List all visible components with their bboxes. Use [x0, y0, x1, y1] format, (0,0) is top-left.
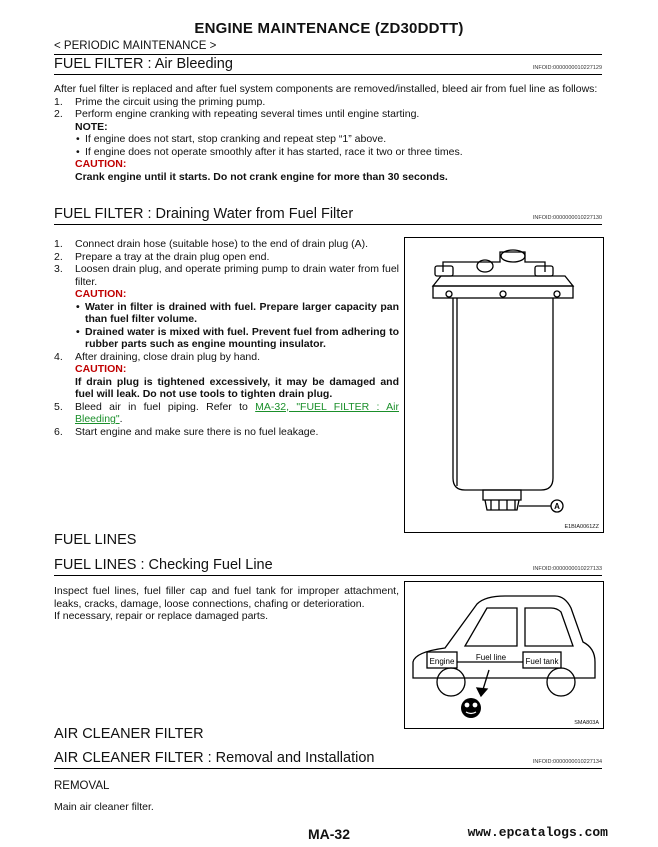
step-text-end: .: [119, 413, 123, 425]
note-label: NOTE:: [75, 120, 108, 133]
step-text: Prepare a tray at the drain plug open end.: [75, 250, 270, 263]
caution-item: • Drained water is mixed with fuel. Prevent fuel from adhering to rubber parts such as engine mounting insulator.: [76, 325, 399, 350]
section-title-air-bleeding: FUEL FILTER : Air Bleeding: [54, 56, 233, 72]
step-number: 5.: [54, 400, 63, 413]
fig-label-fuel-tank: Fuel tank: [525, 657, 559, 666]
fuel-filter-figure: [404, 237, 604, 533]
fig-label-engine: Engine: [429, 657, 455, 666]
figure-code: SMA803A: [574, 720, 599, 726]
intro-text: After fuel filter is replaced and after fuel system components are removed/installed, bleed air from fuel line as follows:: [54, 83, 598, 95]
step-text: After draining, close drain plug by hand.: [75, 350, 261, 363]
page-number: MA-32: [307, 826, 350, 842]
caution-text: Crank engine until it starts. Do not crank engine for more than 30 seconds.: [75, 170, 448, 183]
fuel-line-text-2: If necessary, repair or replace damaged parts.: [54, 610, 268, 622]
step-number: 1.: [54, 95, 63, 108]
step-item: [54, 426, 399, 439]
air-bleeding-link[interactable]: MA-32, "FUEL FILTER : Air Bleeding": [75, 400, 399, 425]
info-id: INFOID:0000000010227130: [532, 215, 602, 221]
car-drawing: [405, 582, 603, 728]
section-rule: [54, 224, 602, 225]
step-number: 2.: [54, 108, 63, 120]
step-text: Prime the circuit using the priming pump.: [75, 95, 266, 108]
note-item: • If engine does not start, stop cranking and repeat step “1” above.: [76, 133, 387, 145]
info-id: INFOID:0000000010227129: [532, 65, 602, 71]
fig-label-fuel-line: Fuel line: [475, 653, 507, 662]
note-item: • If engine does not operate smoothly after it has started, race it two or three times.: [76, 145, 463, 158]
figure-code: E1BIA0061ZZ: [564, 524, 599, 530]
step-number: 1.: [54, 238, 63, 250]
step-text: Loosen drain plug, and operate priming pump to drain water from fuel filter.: [75, 263, 399, 288]
section-title-air-cleaner: AIR CLEANER FILTER: [54, 726, 204, 742]
header-rule: [54, 54, 602, 55]
section-title-removal-installation: AIR CLEANER FILTER : Removal and Installation: [54, 750, 375, 766]
step-text: Bleed air in fuel piping. Refer to: [75, 400, 256, 413]
info-id: INFOID:0000000010227134: [532, 759, 602, 765]
section-title-fuel-lines: FUEL LINES: [54, 532, 137, 548]
section-title-checking-fuel-line: FUEL LINES : Checking Fuel Line: [54, 557, 273, 573]
section-rule: [54, 768, 602, 769]
removal-heading: REMOVAL: [54, 780, 110, 792]
watermark: www.epcatalogs.com: [467, 825, 608, 840]
caution-text: Water in filter is drained with fuel. Prepare larger capacity pan than fuel filter volume.: [85, 300, 399, 325]
step-number: 2.: [54, 250, 63, 263]
fuel-line-figure: [404, 581, 604, 729]
caution-text: If drain plug is tightened excessively, it may be damaged and fuel will leak. Do not use tools to tighten drain plug.: [75, 375, 399, 400]
fuel-filter-drawing: [405, 238, 603, 532]
fuel-line-text: Inspect fuel lines, fuel filler cap and fuel tank for improper attachment, leaks, cracks, damage, loose connections, chafing or deterioration.: [54, 585, 399, 610]
caution-label: CAUTION:: [75, 158, 127, 170]
caution-item: • Water in filter is drained with fuel. Prepare larger capacity pan than fuel filter volume.: [76, 300, 399, 325]
step-item: [54, 263, 399, 288]
info-id: INFOID:0000000010227133: [532, 566, 602, 572]
air-bleeding-body: [54, 83, 602, 183]
caution-label: CAUTION:: [75, 288, 127, 300]
page-title: ENGINE MAINTENANCE (ZD30DDTT): [194, 20, 464, 37]
section-rule: [54, 74, 602, 75]
step-number: 3.: [54, 263, 63, 275]
step-text: Connect drain hose (suitable hose) to the end of drain plug (A).: [75, 238, 369, 250]
step-item: [54, 108, 602, 121]
fuel-line-body: [54, 585, 399, 623]
caution-label: CAUTION:: [75, 363, 127, 375]
step-number: 6.: [54, 425, 63, 438]
step-item: [54, 238, 399, 251]
step-item: [54, 351, 399, 364]
step-item: [54, 251, 399, 264]
removal-text: Main air cleaner filter.: [54, 801, 154, 813]
step-item: [54, 401, 399, 426]
section-title-draining-water: FUEL FILTER : Draining Water from Fuel Filter: [54, 206, 354, 222]
step-text: Start engine and make sure there is no fuel leakage.: [75, 425, 319, 438]
section-rule: [54, 575, 602, 576]
step-item: [54, 96, 602, 109]
note-text: If engine does not start, stop cranking and repeat step “1” above.: [85, 133, 387, 145]
note-text: If engine does not operate smoothly after it has started, race it two or three times.: [85, 145, 463, 158]
step-text: Perform engine cranking with repeating several times until engine starting.: [75, 108, 420, 120]
breadcrumb: < PERIODIC MAINTENANCE >: [54, 40, 217, 52]
step-number: 4.: [54, 350, 63, 363]
caution-text: Drained water is mixed with fuel. Prevent fuel from adhering to rubber parts such as engine mounting insulator.: [85, 325, 399, 350]
draining-steps: [54, 238, 399, 438]
fig-label-a: A: [554, 502, 560, 511]
